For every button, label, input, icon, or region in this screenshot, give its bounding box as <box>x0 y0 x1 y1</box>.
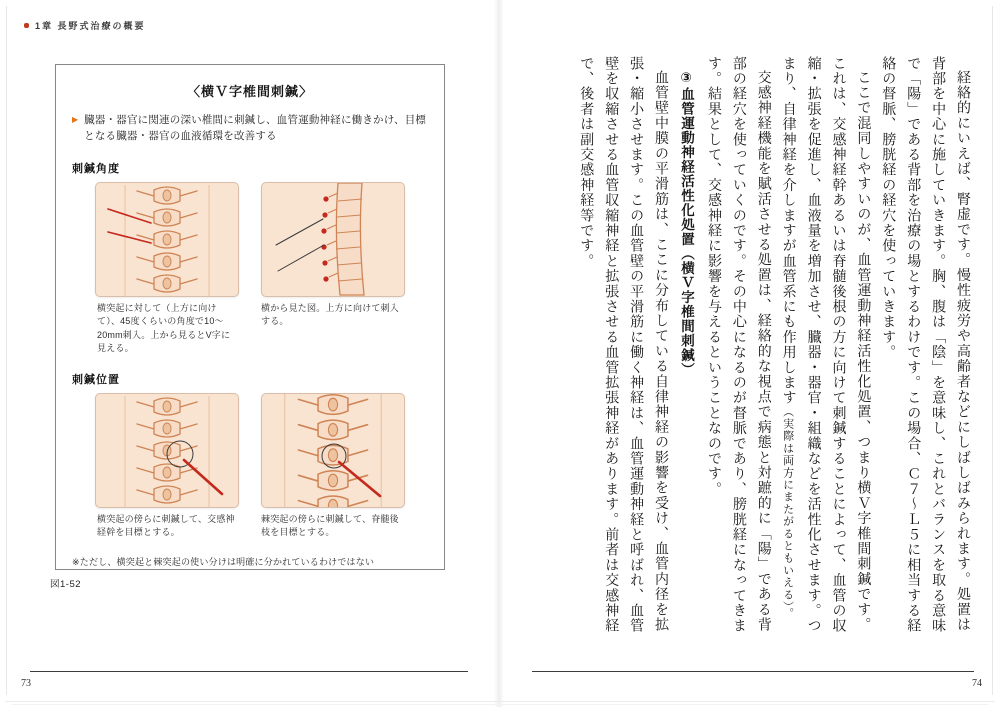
spine-lateral-illustration <box>262 183 404 296</box>
caption-row-position <box>72 513 428 540</box>
section-label-needle-position: 刺鍼位置 <box>72 373 120 386</box>
illustration-position-sympathetic-trunk <box>95 393 239 508</box>
spine-posterior-illustration <box>96 183 238 296</box>
figure-title: 〈横Ｖ字椎間刺鍼〉 <box>186 84 313 99</box>
section-label-needle-angle: 刺鍼角度 <box>72 162 120 175</box>
paragraph-2-parenthetical: （実際は両方にまたがるともいえる）。 <box>781 405 794 620</box>
paragraph-2 <box>775 56 875 646</box>
figure-box <box>55 64 445 570</box>
panel2-caption: 横から見た図。上方に向けて刺入する。 <box>261 302 400 327</box>
paragraph-2-main: ここで混同しやすいのが、血管運動神経活性化処置、つまり横Ｖ字椎間刺鍼です。これは、交感神経幹あるいは脊髄後根の方に向けて刺鍼することによって、血管の収縮・拡張を促進し、血液量を増加させ、臓器・器官・組織などを活性化させます。つまり、自律神経を介しますが血管系にも作用します <box>780 56 871 634</box>
section-heading: ③血管運動神経活性化処置（横Ｖ字椎間刺鍼） <box>679 69 695 377</box>
caption-row-angle <box>72 302 428 356</box>
figure-note: ※ただし、横突起と棘突起の使い分けは明確に分かれているわけではない <box>72 556 375 567</box>
page-edge-bottom <box>5 701 995 702</box>
figure-summary <box>72 112 428 145</box>
paragraph-4: 血管壁中膜の平滑筋は、ここに分布している自律神経の影響を受け、血管内径を拡張・縮小させます。この血管壁の平滑筋に働く神経は、血管運動神経と呼ばれ、血管壁を収縮させる血管収縮神経と拡張させる血管拡張神経があります。前者は交感神経で、後者は副交感神経等です。 <box>578 56 669 634</box>
chapter-bullet-icon <box>24 23 29 28</box>
panel-row-position <box>72 393 428 508</box>
page-number-left: 73 <box>21 678 31 689</box>
illustration-position-dorsal-ramus <box>261 393 405 508</box>
running-head <box>24 19 146 32</box>
panel3-caption: 横突起の傍らに刺鍼して、交感神経幹を目標とする。 <box>97 513 235 538</box>
paragraph-3: 交感神経機能を賦活させる処置は、経絡的な視点で病態と対蹠的に「陽」である背部の経穴を使っていくのです。その中心になるのが督脈であり、膀胱経になってきます。結果として、交感神経に影響を与えるということなのです。 <box>705 56 771 634</box>
page-edge-left <box>6 6 7 695</box>
page-number-right: 74 <box>972 678 982 689</box>
footer-rule-left-page <box>30 671 468 672</box>
panel4-caption: 棘突起の傍らに刺鍼して、脊髄後枝を目標とする。 <box>261 513 399 538</box>
arrow-bullet-icon: ▶ <box>72 115 79 124</box>
figure-summary-text: 臓器・器官に関連の深い椎間に刺鍼し、血管運動神経に働きかけ、目標となる臓器・器官の血液循環を改善する <box>84 114 427 143</box>
book-gutter <box>494 0 504 707</box>
figure-number: 図1-52 <box>50 579 82 590</box>
panel1-caption: 横突起に対して（上方に向けて）、45度くらいの角度で10〜20mm刺入。上から見るとV字に見える。 <box>97 302 231 354</box>
panel-row-angle <box>72 182 428 297</box>
illustration-back-view-needle-angle <box>95 182 239 297</box>
chapter-title: 1章 長野式治療の概要 <box>35 21 146 31</box>
page-edge-bottom-2 <box>12 704 988 705</box>
body-text-vertical <box>566 56 974 646</box>
paragraph-1: 経絡的にいえば、腎虚です。慢性疲労や高齢者などにしばしばみられます。処置は背部を中心に施していきます。胸、腹は「陰」を意味し、これとバランスを取る意味で「陽」である背部を治療の場とするわけです。この場合、Ｃ７〜Ｌ５に相当する経絡の督脈、膀胱経の経穴を使っていきます。 <box>880 56 970 634</box>
spine-posterior-target-illustration <box>96 394 238 507</box>
spine-posterior-closeup-illustration <box>262 394 404 507</box>
footer-rule-right-page <box>532 671 974 672</box>
illustration-side-view-needle-angle <box>261 182 405 297</box>
page-edge-right <box>992 6 993 695</box>
